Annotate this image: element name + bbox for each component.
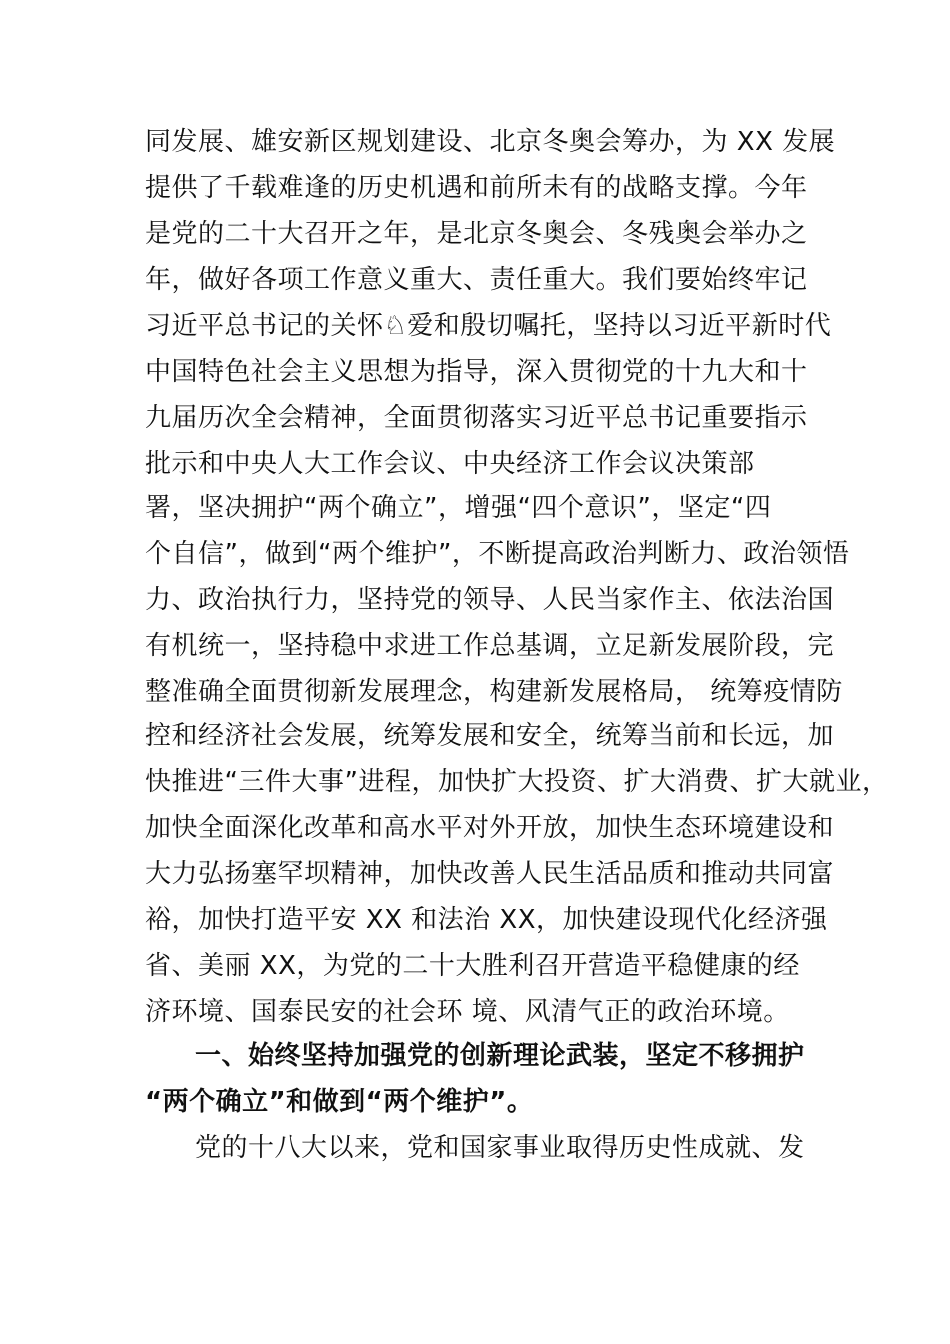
body-text-line: 九届历次全会精神，全面贯彻落实习近平总书记重要指示: [145, 403, 808, 433]
body-text-line: 省、美丽 XX，为党的二十大胜利召开营造平稳健康的经: [145, 951, 800, 981]
body-text-line: 个自信”，做到“两个维护”，不断提高政治判断力、政治领悟: [145, 539, 850, 569]
body-text-line: 裕，加快打造平安 XX 和法治 XX，加快建设现代化经济强: [145, 905, 828, 935]
paragraph-start-line: 党的十八大以来，党和国家事业取得历史性成就、发: [195, 1133, 805, 1163]
body-text-line: 快推进“三件大事”进程，加快扩大投资、扩大消费、扩大就业，: [145, 767, 889, 797]
body-text-line: 有机统一，坚持稳中求进工作总基调，立足新发展阶段，完: [145, 631, 835, 661]
body-text-line: 加快全面深化改革和高水平对外开放，加快生态环境建设和: [145, 813, 835, 843]
body-text-line: 控和经济社会发展，统筹发展和安全，统筹当前和长远，加: [145, 721, 835, 751]
body-text-line: 提供了千载难逢的历史机遇和前所未有的战略支撑。今年: [145, 173, 808, 203]
body-text-line: 济环境、国泰民安的社会环 境、风清气正的政治环境。: [145, 997, 790, 1027]
body-text-line: 年，做好各项工作意义重大、责任重大。我们要始终牢记: [145, 265, 808, 295]
body-text-line: 是党的二十大召开之年，是北京冬奥会、冬残奥会举办之: [145, 219, 808, 249]
body-text-line: 力、政治执行力，坚持党的领导、人民当家作主、依法治国: [145, 585, 835, 615]
body-text-line: 同发展、雄安新区规划建设、北京冬奥会筹办，为 XX 发展: [145, 127, 836, 157]
body-text-line: 中国特色社会主义思想为指导，深入贯彻党的十九大和十: [145, 357, 808, 387]
body-text-line: 批示和中央人大工作会议、中央经济工作会议决策部: [145, 449, 755, 479]
body-text-line: 大力弘扬塞罕坝精神，加快改善人民生活品质和推动共同富: [145, 859, 835, 889]
body-text-line: 署，坚决拥护“两个确立”，增强“四个意识”，坚定“四: [145, 493, 772, 523]
body-text-line: 整准确全面贯彻新发展理念，构建新发展格局， 统筹疫情防: [145, 677, 843, 707]
body-text-line: 习近平总书记的关怀♘爱和殷切嘱托，坚持以习近平新时代: [145, 311, 832, 341]
section-heading-line: “两个确立”和做到“两个维护”。: [145, 1087, 534, 1117]
section-heading-line: 一、始终坚持加强党的创新理论武装，坚定不移拥护: [195, 1041, 805, 1071]
